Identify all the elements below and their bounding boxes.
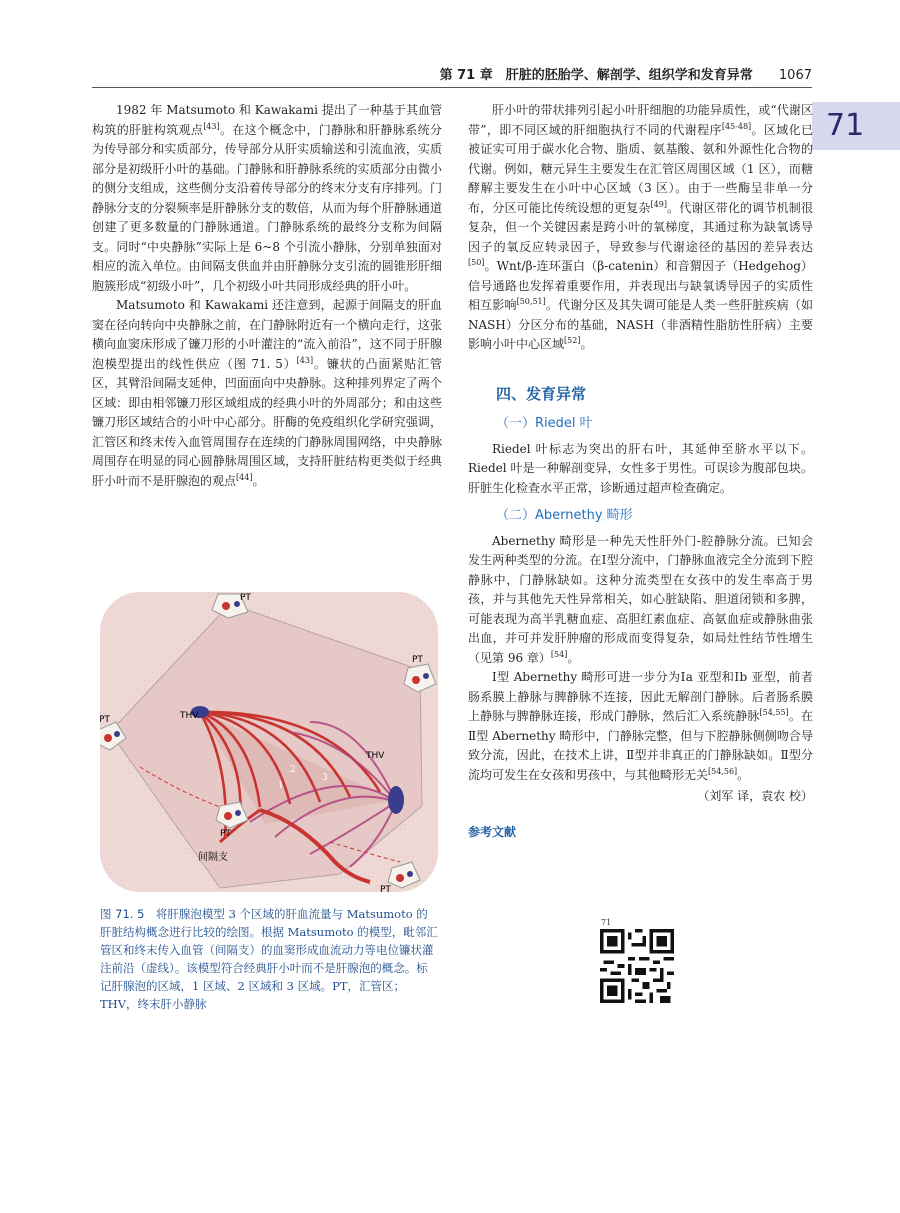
qr-label: 71 <box>601 918 612 927</box>
paragraph: Riedel 叶标志为突出的肝右叶，其延伸至脐水平以下。Riedel 叶是一种解剖变异，女性多于男性。可误诊为腹部包块。肝脏生化检查水平正常，诊断通过超声检查确定。 <box>468 441 813 495</box>
page-number: 1067 <box>778 68 812 83</box>
label-pt-bottom-right: PT <box>380 885 391 892</box>
paragraph: Matsumoto 和 Kawakami 还注意到，起源于间隔支的肝血窦在径向转向中央静脉之前，在门静脉附近有一个横向走行，这张横向血窦床形成了镰刀形的小叶灌注的“流入前沿”，这不同于肝腺泡模型提出的线性供应（图 71. 5）[43]。镰状的凸面紧贴汇管区，其臂沿间隔支延伸，凹面面向中央静脉。这种排列界定了两个区域：即由相邻镰刀形区域组成的经典小叶的外周部分；和由这些镰刀形区域结合的小叶中心部分。肝酶的免疫组织化学研究强调，汇管区和终末传入血管周围存在连续的门静脉周围网络，中央静脉周围存在明显的同心圆静脉周围区域，支持肝脏结构更类似于经典肝小叶而不是肝腺泡的观点[44]。 <box>92 298 442 488</box>
section-heading: 四、发育异常 <box>496 384 587 403</box>
label-zone-2: 2 <box>290 765 296 775</box>
paragraph: 肝小叶的带状排列引起小叶肝细胞的功能异质性，或“代谢区带”，即不同区域的肝细胞执行不同的代谢程序[45-48]。区域化已被证实可用于碳水化合物、脂质、氨基酸、氨和外源性化合物的代谢。例如，糖元异生主要发生在汇管区周围区域（1 区），而糖酵解主要发生在小叶中心区域（3 区）。由于一些酶呈非单一分布，分区可能比传统设想的更复杂[49]。代谢区带化的调节机制很复杂，但一个关键因素是跨小叶的氧梯度，其通过称为缺氧诱导因子的氧反应转录因子，导致参与代谢途径的基因的差异表达[50]。Wnt/β-连环蛋白（β-catenin）和音猬因子（Hedgehog）信号通路也发挥着重要作用，并表现出与缺氧诱导因子的实质性相互影响[50,51]。代谢分区及其失调可能是人类一些肝脏疾病（如 NASH）分区分布的基础，NASH（非酒精性脂肪性肝病）主要影响小叶中心区域[52]。 <box>468 103 813 351</box>
citation[interactable]: [50,51] <box>516 297 546 306</box>
header-rule <box>92 87 812 88</box>
terminal-hepatic-vein-right <box>388 786 404 814</box>
citation[interactable]: [52] <box>564 336 581 345</box>
citation[interactable]: [54] <box>550 649 568 659</box>
citation[interactable]: [44] <box>236 472 253 482</box>
label-septal-branch: 间隔支 <box>198 852 228 863</box>
citation[interactable]: [49] <box>650 199 667 209</box>
label-zone-1: 1 <box>278 781 284 791</box>
label-pt-bottom-left: PT <box>220 829 231 839</box>
label-pt-top: PT <box>240 593 251 603</box>
label-pt-right: PT <box>412 655 423 665</box>
citation[interactable]: [54,55] <box>759 708 789 717</box>
references-heading[interactable]: 参考文献 <box>468 824 517 839</box>
subsection-heading-abernethy: （二）Abernethy 畸形 <box>496 508 633 523</box>
running-head <box>0 64 812 83</box>
qr-code[interactable] <box>600 929 674 1003</box>
figure-number: 图 71. 5 <box>100 907 145 921</box>
paragraph: Abernethy 畸形是一种先天性肝外门-腔静脉分流。已知会发生两种类型的分流。在Ⅰ型分流中，门静脉血液完全分流到下腔静脉中，门静脉缺如。这种分流类型在女孩中的发生率高于男孩，并与其他先天性异常相关，如心脏缺陷、胆道闭锁和多脾，可能表现为高半乳糖血症、高胆红素血症、高氨血症或静脉曲张出血，并可并发肝肿瘤的形成而变得复杂，如局灶性结节性增生（见第 96 章）[54]。 <box>468 533 813 665</box>
translator-signature: （刘军 译，袁农 校） <box>697 789 813 803</box>
paragraph: Ⅰ型 Abernethy 畸形可进一步分为Ⅰa 亚型和Ⅰb 亚型，前者肠系膜上静脉与脾静脉不连接，因此无解剖门静脉。后者肠系膜上静脉与脾静脉连接，形成门静脉，然后汇入系统静脉[54,55]。在Ⅱ型 Abernethy 畸形中，门静脉完整，但与下腔静脉侧侧吻合导致分流，因此，在技术上讲，Ⅱ型并非真正的门静脉缺如。Ⅱ型分流均可发生在女孩和男孩中，与其他畸形无关[54,56]。 <box>468 670 813 782</box>
left-column <box>92 101 442 491</box>
chapter-title: 第 71 章 肝脏的胚胎学、解剖学、组织学和发育异常 <box>439 68 753 83</box>
citation[interactable]: [50] <box>468 258 485 267</box>
citation[interactable]: [45-48] <box>721 121 752 131</box>
label-thv-right: THV <box>366 751 385 761</box>
figure-caption: 图 71. 5 将肝腺泡模型 3 个区域的肝血流量与 Matsumoto 的肝脏结构概念进行比较的绘图。根据 Matsumoto 的模型，毗邻汇管区和终末传入血管（间隔支）的血窦形成血流动力等电位镰状灌注前沿（虚线）。该模型符合经典肝小叶而不是肝腺泡的概念。标记肝腺泡的区域，1 区域、2 区域和 3 区域。PT，汇管区；THV，终末肝小静脉 <box>100 907 438 1011</box>
lobule-diagram <box>100 592 438 892</box>
label-zone-3: 3 <box>322 773 328 783</box>
right-column <box>468 101 813 842</box>
paragraph: 1982 年 Matsumoto 和 Kawakami 提出了一种基于其血管构筑的肝脏构筑观点[43]。在这个概念中，门静脉和肝静脉系统分为传导部分和实质部分，传导部分从肝实质输送和引流血液，实质部分是初级肝小叶的基础。门静脉和肝静脉系统的实质部分由微小的侧分支组成，这些侧分支沿着传导部分的终末分支有序排列。门静脉分支的分裂频率是肝静脉分支的数倍，从而为每个肝静脉通道创建了更多数量的门静脉通道。门静脉系统的最终分支称为间隔支。同时“中央静脉”实际上是 6~8 个引流小静脉，分别单独面对相应的流入单位。由间隔支供血并由肝静脉分支引流的圆锥形肝细胞簇形成“初级小叶”，几个初级小叶共同形成经典的肝小叶。 <box>92 103 442 293</box>
label-thv-left: THV <box>180 711 199 721</box>
citation[interactable]: [43] <box>296 355 314 365</box>
subsection-heading-riedel: （一）Riedel 叶 <box>496 416 593 431</box>
label-pt-left: PT <box>100 715 110 725</box>
figure-71-5 <box>100 592 438 892</box>
chapter-tab: 71 <box>812 102 900 150</box>
citation[interactable]: [54,56] <box>708 766 738 776</box>
citation[interactable]: [43] <box>203 121 220 131</box>
